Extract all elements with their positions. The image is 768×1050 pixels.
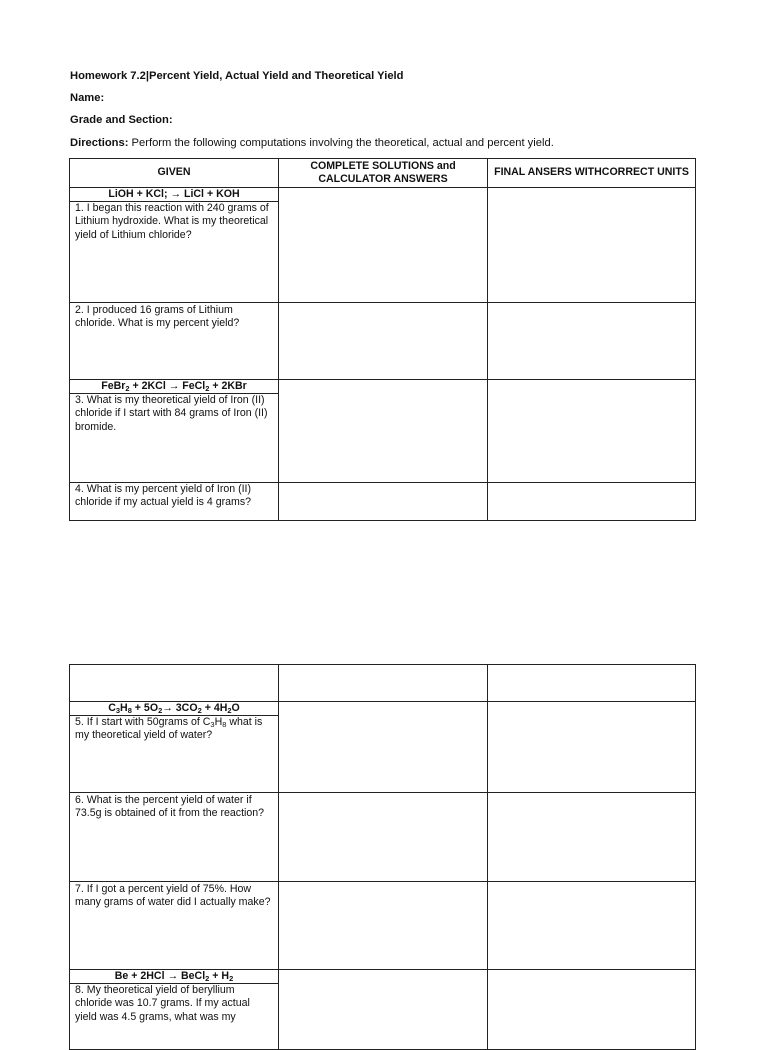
col-header-solutions: COMPLETE SOLUTIONS and CALCULATOR ANSWERS (279, 159, 488, 188)
question-4: 4. What is my percent yield of Iron (II) chloride if my actual yield is 4 grams? (75, 483, 252, 509)
solution-answer-cell[interactable] (279, 303, 488, 380)
final-answer-cell[interactable] (488, 483, 696, 521)
question-1: 1. I began this reaction with 240 grams of Lithium hydroxide. What is my theoretical yield of Lithium chloride? (75, 202, 269, 241)
solution-answer-cell[interactable] (279, 483, 488, 521)
final-answer-cell[interactable] (488, 303, 696, 380)
table-row (70, 793, 696, 882)
col-header-given: GIVEN (70, 159, 279, 188)
given-cell (70, 483, 279, 521)
given-cell (70, 380, 279, 483)
col-header-final-answers: FINAL ANSERS WITHCORRECT UNITS (488, 159, 696, 188)
final-answer-cell[interactable] (488, 380, 696, 483)
empty-cell (70, 665, 279, 702)
given-cell (70, 793, 279, 882)
solution-answer-cell[interactable] (279, 665, 488, 702)
solution-answer-cell[interactable] (279, 970, 488, 1050)
given-cell (70, 303, 279, 380)
directions-label: Directions: (70, 137, 129, 149)
page-title: Homework 7.2|Percent Yield, Actual Yield and Theoretical Yield (70, 70, 404, 82)
given-cell (70, 702, 279, 793)
table-row (70, 665, 696, 702)
directions-text: Perform the following computations involving the theoretical, actual and percent yield. (128, 137, 554, 149)
table-row (70, 882, 696, 970)
given-cell (70, 970, 279, 1050)
directions (70, 136, 554, 150)
solution-answer-cell[interactable] (279, 793, 488, 882)
given-cell (70, 882, 279, 970)
equation-3: $C_3H_8 + 5O_2\to 3CO_2 + 4H_2O$ (70, 702, 278, 716)
arrow-icon: → (170, 188, 182, 200)
arrow-icon: → (168, 380, 180, 392)
question-8: 8. My theoretical yield of beryllium chloride was 10.7 grams. If my actual yield was 4.5 grams, what was my (75, 984, 250, 1023)
solution-answer-cell[interactable] (279, 188, 488, 303)
question-2: 2. I produced 16 grams of Lithium chloride. What is my percent yield? (75, 304, 240, 330)
final-answer-cell[interactable] (488, 882, 696, 970)
table-row (70, 702, 696, 793)
solution-answer-cell[interactable] (279, 702, 488, 793)
final-answer-cell[interactable] (488, 188, 696, 303)
table-row (70, 303, 696, 380)
given-cell (70, 188, 279, 303)
arrow-icon: → (162, 702, 173, 714)
equation-4: Be + 2HCl → BeCl$_2$ + $H_2$ (70, 970, 278, 984)
worksheet-table-2 (69, 664, 696, 1050)
worksheet-table-1 (69, 158, 696, 521)
grade-section-label: Grade and Section: (70, 114, 173, 126)
equation-1: LiOH + KCl; → LiCl + KOH (70, 188, 278, 202)
table-row (70, 188, 696, 303)
question-3: 3. What is my theoretical yield of Iron (II) chloride if I start with 84 grams of Iron (II) bromide. (75, 394, 268, 433)
solution-answer-cell[interactable] (279, 380, 488, 483)
table-row (70, 970, 696, 1050)
question-7: 7. If I got a percent yield of 75%. How many grams of water did I actually make? (75, 883, 271, 909)
final-answer-cell[interactable] (488, 665, 696, 702)
solution-answer-cell[interactable] (279, 882, 488, 970)
table-row (70, 483, 696, 521)
question-5: 5. If I start with 50grams of $C_3H_8$ what is my theoretical yield of water? (75, 716, 263, 742)
question-6: 6. What is the percent yield of water if 73.5g is obtained of it from the reaction? (75, 794, 265, 820)
table-row (70, 380, 696, 483)
name-label: Name: (70, 92, 105, 104)
equation-2: FeBr$_2$ + 2KCl → FeCl$_2$ + 2KBr (70, 380, 278, 394)
table-header-row (70, 159, 696, 188)
final-answer-cell[interactable] (488, 702, 696, 793)
final-answer-cell[interactable] (488, 970, 696, 1050)
final-answer-cell[interactable] (488, 793, 696, 882)
arrow-icon: → (167, 970, 179, 982)
